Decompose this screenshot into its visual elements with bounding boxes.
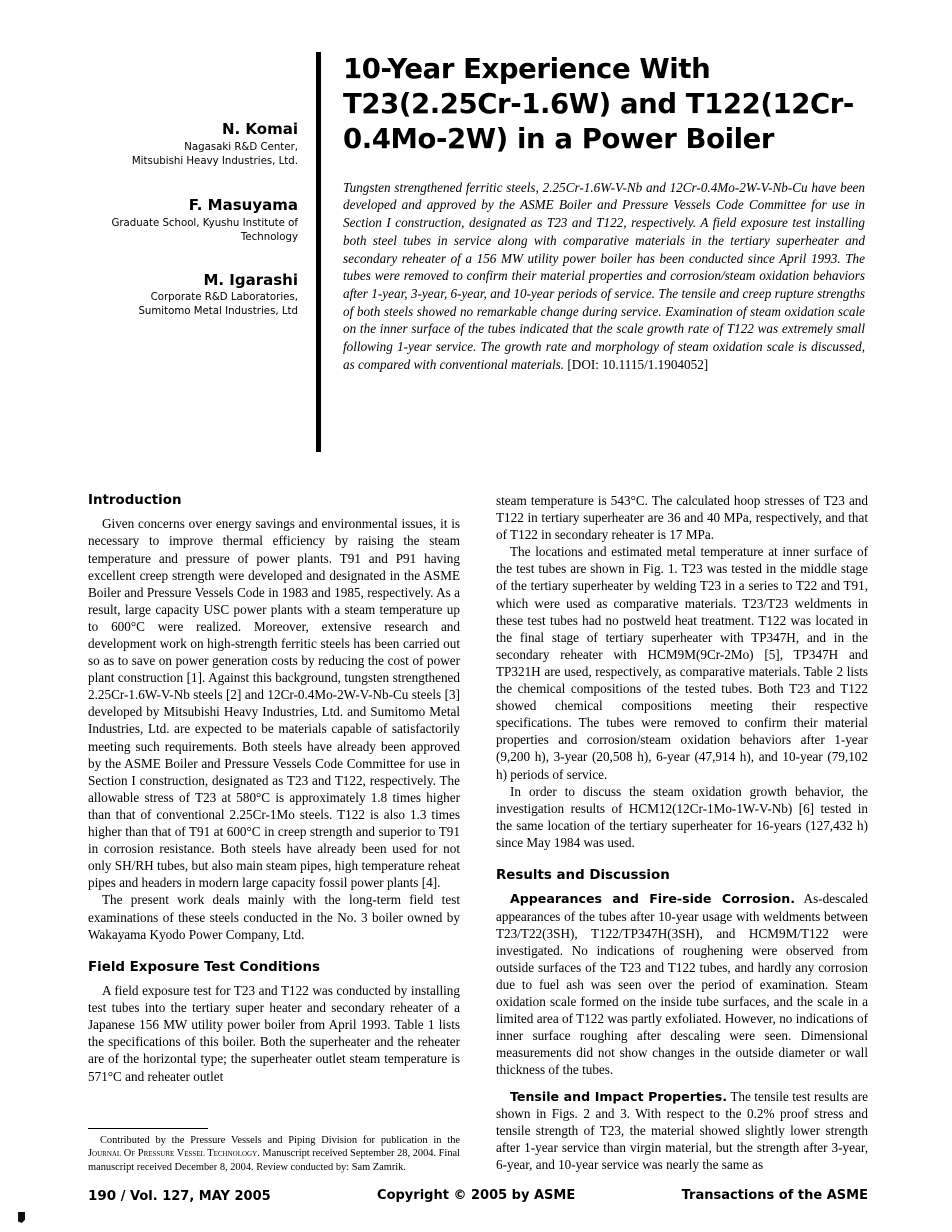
scan-corner-mark	[18, 1212, 28, 1224]
author-name: N. Komai	[221, 120, 298, 138]
paragraph-appearances-body: As-descaled appearances of the tubes after 10-year usage with weldments between T23/T22(3SH), T122/TP347H(3SH), and HCM9M/T122 were investigated. No indications of roughening were observed from outside surfaces of the T23 and T122 tubes, and hardly any corrosion due to fuel ash was seen over the period of examination. Steam oxidation scale formed on the inside tube surfaces, and the scale in a limited area of T122 was partly exfoliated. However, no indications of inner surface roughing after descaling were seen. Dimensional measurements did not show changes in the outside diameter or wall thickness of the tubes.	[496, 891, 869, 1078]
paragraph-tensile	[496, 1088, 868, 1174]
paragraph-cont-2: The locations and estimated metal temperature at inner surface of the test tubes are shown in Fig. 1. T23 was tested in the middle stage of the tertiary superheater by welding T23 in a series to T22 and T91, which were used as comparative materials. T23/T23 weldments in these test tubes had no postweld heat treatment. T122 was located in the final stage of tertiary superheater with TP347H, and in the secondary reheater with HCM9M(9Cr-2Mo) [5], TP347H and TP321H are used, respectively, as comparative materials. Table 2 lists the chemical compositions of the tested tubes. Both T23 and T122 showed chemical compositions meeting their respective specifications. The tubes were removed to confirm their material properties and corrosion/steam oxidation behaviors after 1-year (9,200 h), 3-year (20,508 h), 6-year (47,914 h), and 10-year (79,102 h) periods of service.	[496, 544, 868, 782]
author-list	[88, 52, 316, 452]
footnote-journal-name: Journal Of Pressure Vessel Technology	[88, 1148, 258, 1160]
page-number: 190	[88, 1188, 117, 1204]
footnote-rule	[88, 1128, 208, 1129]
footer-left	[88, 1188, 271, 1204]
runin-heading-tensile: Tensile and Impact Properties.	[510, 1088, 728, 1104]
paragraph-cont-3: In order to discuss the steam oxidation growth behavior, the investigation results of HCM12(12Cr-1Mo-1W-V-Nb) [6] tested in the same location of the tertiary superheater for 16-years (127,432 h) since May 1984 was used.	[496, 783, 868, 850]
author-name: M. Igarashi	[203, 270, 298, 289]
paragraph-intro-2: The present work deals mainly with the long-term field test examinations of these steels conducted in the No. 3 boiler owned by Wakayama Kyodo Power Company, Ltd.	[88, 892, 460, 942]
column-right	[496, 492, 869, 1173]
paragraph-intro-1: Given concerns over energy savings and environmental issues, it is necessary to improve thermal efficiency by raising the steam temperature and pressure of power plants. T91 and P91 having excellent creep strength were developed and designated in the ASME Boiler and Pressure Vessels Code in 1983 and 1985, respectively. As a result, large capacity USC power plants with a steam temperature up to 600°C were realized. Moreover, extensive research and development work on high-strength ferritic steels has been carried out so as to save on power generation costs by reducing the cost of power plant construction [1]. Against this background, tungsten strengthened 2.25Cr-1.6W-V-Nb steels [2] and 12Cr-0.4Mo-2W-V-Nb-Cu steels [3] developed by Mitsubishi Heavy Industries, Ltd. and Sumitomo Metal Industries, Ltd. are expected to be materials capable of satisfactorily meeting such requirements. Both steels have already been approved by the ASME Boiler and Pressure Vessels Code Committee for use in Section I construction, designated as T23 and T122, respectively. The allowable stress of T23 at 580°C is approximately 1.8 times higher than that of conventional 2.25Cr-1Mo steels. T122 is also 1.3 times higher than that of T91 at 600°C in creep strength and superior to T91 in corrosion resistance. Both steels have already been used for not only SH/RH tubes, but also main steam pipes, high temperature reheat pipes and headers in modern large capacity fossil power plants [4].	[88, 516, 460, 891]
page-footer	[88, 1188, 868, 1204]
footnote-part-1: Contributed by the Pressure Vessels and Piping Division for publication in the	[100, 1135, 460, 1146]
author-entry	[88, 271, 298, 319]
volume-info: / Vol. 127, MAY 2005	[120, 1189, 271, 1204]
abstract-text	[343, 179, 865, 374]
footnote-text	[88, 1134, 460, 1174]
page-title: 10-Year Experience With T23(2.25Cr-1.6W) and T122(12Cr-0.4Mo-2W) in a Power Boiler	[343, 53, 854, 155]
paragraph-cont-1: steam temperature is 543°C. The calculated hoop stresses of T23 and T122 in tertiary superheater are 36 and 40 MPa, respectively, and that of T122 in secondary reheater is 17 MPa.	[496, 493, 868, 543]
author-name: F. Masuyama	[188, 196, 298, 215]
doi-label: [DOI: 10.1115/1.1904052]	[567, 356, 709, 372]
abstract-body: Tungsten strengthened ferritic steels, 2.25Cr-1.6W-V-Nb and 12Cr-0.4Mo-2W-V-Nb-Cu have been developed and approved by the ASME Boiler and Pressure Vessels Code Committee for use in Section I construction, designated as T23 and T122, respectively. A field exposure test installing both steel tubes in service along with comparative materials in the tertiary superheater and secondary reheater of a 156 MW utility power boiler has been conducted since April 1993. The tubes were removed to confirm their material properties and corrosion/steam oxidation behaviors after 1-year, 3-year, 6-year, and 10-year periods of service. The tensile and creep rupture strengths of both steels showed no remarkable change during service. Examination of steam oxidation scale on the inner surface of the tubes indicated that the scale growth rate of T122 was extremely small following 1-year service. The growth rate and morphology of steam oxidation scale is discussed, as compared with conventional materials.	[343, 179, 865, 372]
author-affiliation: Graduate School, Kyushu Institute of Technology	[111, 218, 298, 243]
heading-introduction: Introduction	[88, 493, 182, 508]
author-affiliation: Nagasaki R&D Center, Mitsubishi Heavy Industries, Ltd.	[131, 141, 298, 167]
paragraph-field-1: A field exposure test for T23 and T122 was conducted by installing test tubes into the tertiary super heater and secondary reheater of a Japanese 156 MW utility power boiler from April 1993. Table 1 lists the specifications of this boiler. Both the superheater and the reheater are of the horizontal type; the superheater outlet steam temperature is 571°C and reheater outlet	[88, 983, 460, 1084]
article-header	[88, 52, 868, 452]
title-and-abstract	[343, 52, 865, 452]
column-left	[88, 492, 460, 1132]
footnote	[88, 1128, 460, 1174]
heading-results-discussion: Results and Discussion	[496, 867, 670, 883]
paragraph-appearances	[496, 890, 868, 1078]
runin-heading-appearances: Appearances and Fire-side Corrosion.	[510, 891, 796, 907]
author-affiliation: Corporate R&D Laboratories, Sumitomo Metal Industries, Ltd	[138, 292, 298, 318]
paragraph-tensile-body: The tensile test results are shown in Figs. 2 and 3. With respect to the 0.2% proof stress and tensile strength of T23, the material showed slightly lower strength after 1-year service than virgin material, but the strength after 3-year, 6-year, and 10-year service was nearly the same as	[496, 1088, 868, 1173]
author-entry	[88, 196, 298, 244]
journal-name: Transactions of the ASME	[681, 1188, 868, 1203]
heading-field-exposure: Field Exposure Test Conditions	[88, 959, 320, 975]
author-entry	[88, 120, 298, 168]
footnote-part-3: . Manuscript received September 28, 2004. Final manuscript received December 8, 2004. Review conducted by: Sam Zamrik.	[88, 1148, 461, 1173]
copyright-notice: Copyright © 2005 by ASME	[377, 1188, 576, 1203]
vertical-divider	[316, 52, 321, 452]
